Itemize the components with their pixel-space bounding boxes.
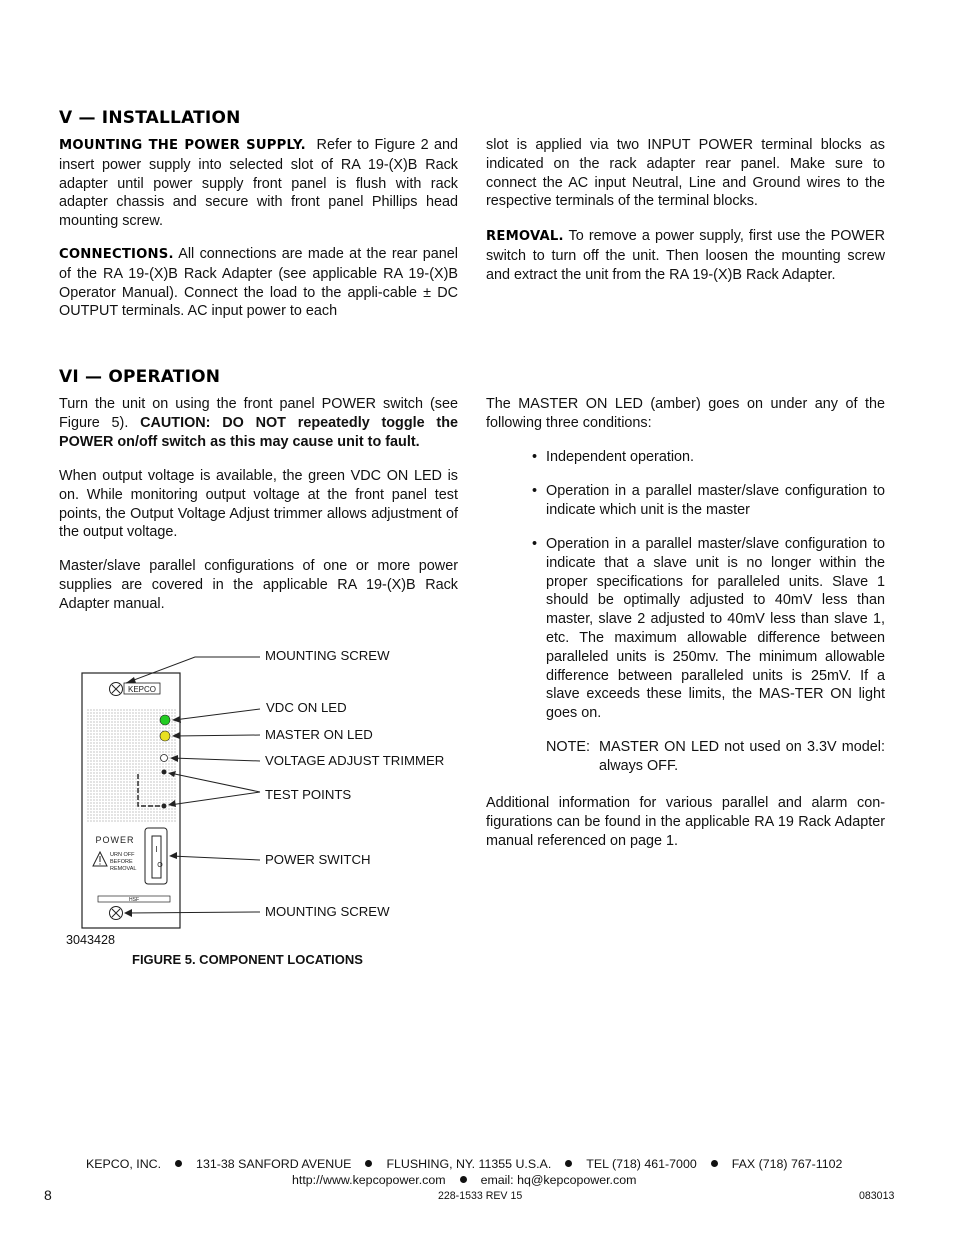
footer-tel: TEL (718) 461-7000 — [586, 1157, 697, 1171]
warning-text-3: REMOVAL — [110, 866, 137, 872]
voltage-trimmer — [161, 755, 168, 762]
footer-web-line — [292, 1173, 636, 1187]
page-number: 8 — [44, 1187, 52, 1203]
footer-web[interactable]: http://www.kepcopower.com — [292, 1173, 446, 1187]
label-test-points: TEST POINTS — [265, 787, 352, 802]
mounting-paragraph — [59, 136, 458, 231]
warning-text-1: URN OFF — [110, 852, 135, 858]
connections-lead: CONNECTIONS. — [59, 247, 174, 262]
note — [546, 738, 885, 776]
footer-fax: FAX (718) 767-1102 — [731, 1157, 843, 1171]
bullet-dot-icon — [175, 1160, 182, 1167]
operation-p1-text: Turn the unit on using the front panel POWER switch (see Figure 5). — [59, 396, 458, 431]
test-point — [162, 804, 167, 809]
figure-caption: FIGURE 5. COMPONENT LOCATIONS — [132, 952, 363, 967]
drawing-number: 3043428 — [66, 933, 116, 947]
date-code: 083013 — [859, 1190, 895, 1202]
removal-paragraph — [486, 227, 885, 284]
bullet-dot-icon — [365, 1160, 372, 1167]
master-led-intro: The MASTER ON LED (amber) goes on under any of the following three conditions: — [486, 396, 885, 431]
top-screw-icon — [110, 683, 123, 696]
bullet-dot-icon — [565, 1160, 572, 1167]
footer-city: FLUSHING, NY. 11355 U.S.A. — [386, 1157, 552, 1171]
bullet-text: Operation in a parallel master/slave configuration to indicate which unit is the master — [546, 483, 885, 518]
master-on-led — [160, 731, 170, 741]
mounting-text: Refer to Figure 2 and insert power supply into selected slot of RA 19-(X)B Rack adapter until power supply front panel is flush with rack adapter chassis and secure with front panel Phillips head mounting screw. — [59, 137, 458, 230]
footer-email[interactable]: email: hq@kepcopower.com — [480, 1173, 637, 1187]
switch-on-mark: I — [155, 845, 158, 854]
bullet-dot-icon — [711, 1160, 718, 1167]
kepco-logo-text: KEPCO — [127, 685, 157, 694]
model-label: HSF — [129, 897, 139, 903]
label-master-on-led: MASTER ON LED — [265, 727, 373, 742]
removal-lead: REMOVAL. — [486, 229, 564, 244]
additional-info: Additional information for various parallel and alarm con-figurations can be found in the applicable RA 19 Rack Adapter manual referenced on page 1. — [486, 795, 885, 849]
label-power-switch: POWER SWITCH — [265, 852, 371, 867]
bullet-text: Operation in a parallel master/slave configuration to indicate that a slave unit is no longer within the proper specifications for paralleled units. Slave 1 should be optimally adjusted to 40mV less than master, slave 2 adjusted to 40mV less than slave 1, etc. The maximum allowable difference between paralleled units is 250mv. The minimum allowable difference between paralleled units is 25mV. If a slave exceeds these limits, the MAS-TER ON light goes on. — [546, 536, 885, 722]
bullet-dot-icon — [460, 1176, 467, 1183]
removal-text: To remove a power supply, first use the POWER switch to turn off the unit. Then loosen the mounting screw and extract the unit from the RA 19-(X)B Rack Adapter. — [486, 228, 885, 283]
label-mounting-screw-bottom: MOUNTING SCREW — [265, 904, 390, 919]
connections-text: All connections are made at the rear panel of the RA 19-(X)B Rack Adapter (see applicable RA 19-(X)B Operator Manual). Connect the load to the appli-cable ± DC OUTPUT terminals. AC input power to each — [59, 246, 458, 320]
switch-off-mark: O — [157, 862, 163, 869]
connections-paragraph — [59, 245, 458, 321]
bullet-item: • Independent operation. — [532, 449, 695, 465]
section-title-installation: V — INSTALLATION — [59, 108, 241, 128]
power-switch — [145, 828, 167, 884]
operation-paragraph-1 — [59, 395, 458, 451]
label-vdc-on-led: VDC ON LED — [266, 700, 347, 715]
caution-text: CAUTION: DO NOT repeatedly toggle the POWER on/off switch as this may cause unit to fault. — [59, 414, 458, 450]
vdc-on-led — [160, 715, 170, 725]
label-voltage-adjust: VOLTAGE ADJUST TRIMMER — [265, 753, 445, 768]
connections-continued: slot is applied via two INPUT POWER terminal blocks as indicated on the rack adapter rear panel. Make sure to connect the AC input Neutral, Line and Ground wires to the respective terminals of the terminal blocks. — [486, 137, 885, 210]
operation-paragraph-3: Master/slave parallel configurations of one or more power supplies are covered in the applicable RA 19-(X)B Rack Adapter manual. — [59, 558, 458, 612]
doc-revision: 228-1533 REV 15 — [438, 1190, 523, 1202]
footer-company: KEPCO, INC. — [86, 1157, 162, 1171]
bottom-screw-icon — [110, 907, 123, 920]
operation-paragraph-2: When output voltage is available, the green VDC ON LED is on. While monitoring output voltage at the front panel test points, the Output Voltage Adjust trimmer allows adjustment of the output voltage. — [59, 468, 458, 541]
note-label: NOTE: — [546, 739, 590, 755]
bullet-item: • Operation in a parallel master/slave configuration to indicate that a slave unit is no longer within the proper specifications for paralleled units. Slave 1 should be optimally adjusted to 40mV less than master, slave 2 adjusted to 40mV less than slave 1, etc. The maximum allowable difference between paralleled units is 250mv. The minimum allowable difference between paralleled units is 25mV. If a slave exceeds these limits, the MAS-TER ON light goes on. — [532, 536, 885, 722]
bullet-text: Independent operation. — [546, 449, 695, 465]
footer-contact-line — [86, 1157, 866, 1171]
footer-address: 131-38 SANFORD AVENUE — [196, 1157, 352, 1171]
power-panel-label: POWER — [95, 835, 135, 845]
section-title-operation: VI — OPERATION — [59, 367, 221, 387]
note-text: MASTER ON LED not used on 3.3V model: always OFF. — [599, 739, 885, 774]
mounting-lead: MOUNTING THE POWER SUPPLY. — [59, 138, 306, 153]
bullet-item: • Operation in a parallel master/slave configuration to indicate which unit is the master — [532, 483, 885, 518]
test-point — [162, 770, 167, 775]
warning-text-2: BEFORE — [110, 859, 133, 865]
label-mounting-screw-top: MOUNTING SCREW — [265, 648, 390, 663]
